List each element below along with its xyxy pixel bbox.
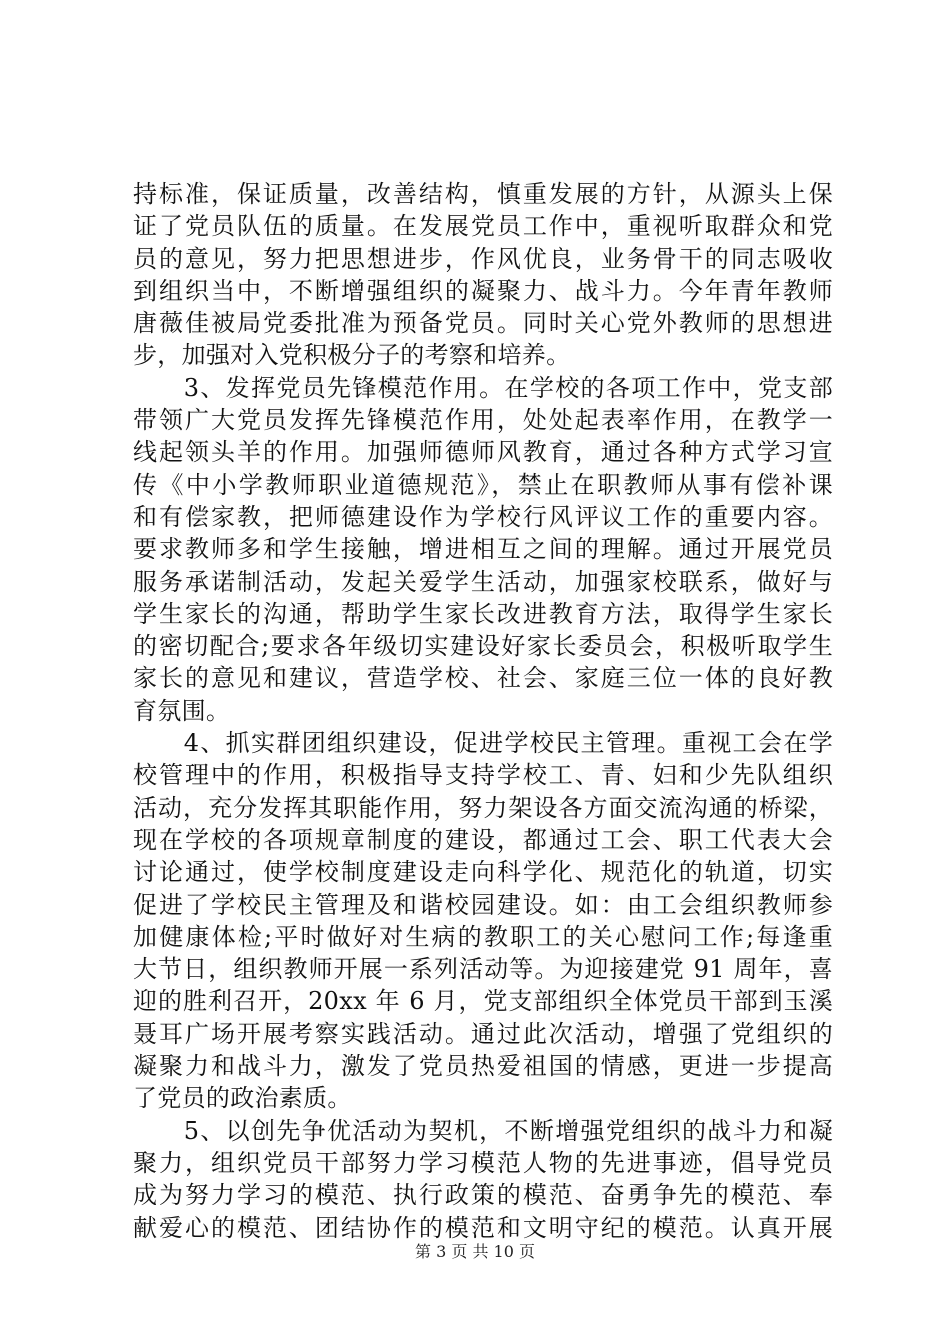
text-line: 讨论通过，使学校制度建设走向科学化、规范化的轨道，切实	[133, 858, 833, 887]
text-line: 献爱心的模范、团结协作的模范和文明守纪的模范。认真开展	[133, 1213, 833, 1242]
text-line: 和有偿家教，把师德建设作为学校行风评议工作的重要内容。	[133, 502, 833, 531]
text-line: 传《中小学教师职业道德规范》，禁止在职教师从事有偿补课	[133, 470, 833, 499]
text-line: 促进了学校民主管理及和谐校园建设。如：由工会组织教师参	[133, 890, 833, 919]
text-line: 带领广大党员发挥先锋模范作用，处处起表率作用，在教学一	[133, 406, 833, 435]
text-line: 3、发挥党员先锋模范作用。在学校的各项工作中，党支部	[133, 373, 833, 402]
text-line: 大节日，组织教师开展一系列活动等。为迎接建党 91 周年，喜	[133, 955, 833, 984]
text-line: 要求教师多和学生接触，增进相互之间的理解。通过开展党员	[133, 535, 833, 564]
text-line: 4、抓实群团组织建设，促进学校民主管理。重视工会在学	[133, 729, 833, 758]
text-line: 了党员的政治素质。	[133, 1084, 352, 1113]
text-line: 唐薇佳被局党委批准为预备党员。同时关心党外教师的思想进	[133, 309, 833, 338]
text-line: 员的意见，努力把思想进步，作风优良，业务骨干的同志吸收	[133, 244, 833, 273]
text-line: 迎的胜利召开，20xx 年 6 月，党支部组织全体党员干部到玉溪	[133, 987, 833, 1016]
text-line: 线起领头羊的作用。加强师德师风教育，通过各种方式学习宣	[133, 438, 833, 467]
text-line: 校管理中的作用，积极指导支持学校工、青、妇和少先队组织	[133, 761, 833, 790]
text-line: 聂耳广场开展考察实践活动。通过此次活动，增强了党组织的	[133, 1019, 833, 1048]
text-line: 的密切配合;要求各年级切实建设好家长委员会，积极听取学生	[133, 632, 833, 661]
text-line: 证了党员队伍的质量。在发展党员工作中，重视听取群众和党	[133, 212, 833, 241]
text-line: 活动，充分发挥其职能作用，努力架设各方面交流沟通的桥梁，	[133, 793, 833, 822]
text-line: 育氛围。	[133, 696, 231, 725]
text-line: 步，加强对入党积极分子的考察和培养。	[133, 341, 571, 370]
text-line: 家长的意见和建议，营造学校、社会、家庭三位一体的良好教	[133, 664, 833, 693]
text-line: 聚力，组织党员干部努力学习模范人物的先进事迹，倡导党员	[133, 1148, 833, 1177]
text-line: 学生家长的沟通，帮助学生家长改进教育方法，取得学生家长	[133, 599, 833, 628]
text-line: 成为努力学习的模范、执行政策的模范、奋勇争先的模范、奉	[133, 1181, 833, 1210]
text-line: 持标准，保证质量，改善结构，慎重发展的方针，从源头上保	[133, 180, 833, 208]
text-line: 5、以创先争优活动为契机，不断增强党组织的战斗力和凝	[133, 1116, 833, 1145]
text-line: 凝聚力和战斗力，激发了党员热爱祖国的情感，更进一步提高	[133, 1052, 833, 1081]
text-line: 到组织当中，不断增强组织的凝聚力、战斗力。今年青年教师	[133, 276, 833, 305]
text-line: 现在学校的各项规章制度的建设，都通过工会、职工代表大会	[133, 825, 833, 854]
body-text	[133, 178, 833, 1244]
page-number-footer: 第 3 页 共 10 页	[415, 1242, 535, 1261]
text-line: 服务承诺制活动，发起关爱学生活动，加强家校联系，做好与	[133, 567, 833, 596]
text-line: 加健康体检;平时做好对生病的教职工的关心慰问工作;每逢重	[133, 922, 833, 951]
